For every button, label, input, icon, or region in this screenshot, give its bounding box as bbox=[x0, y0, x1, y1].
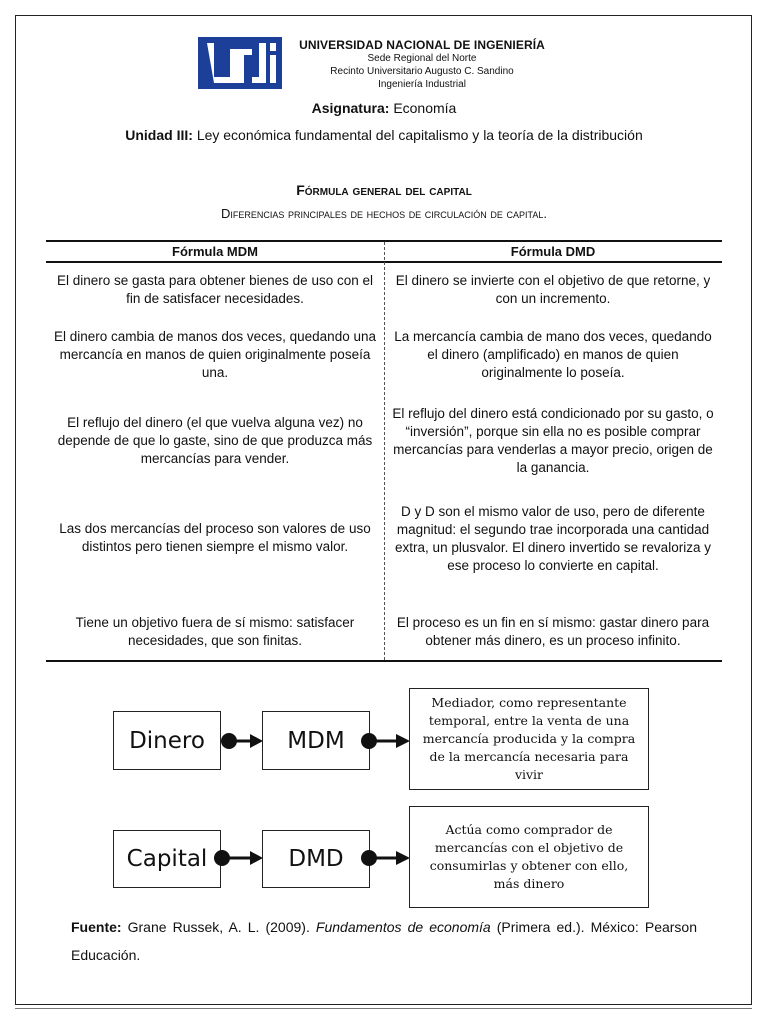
table-cell: El dinero se gasta para obtener bienes de uso con el fin de satisfacer necesidades. bbox=[57, 273, 373, 306]
title-initial: F bbox=[296, 182, 305, 198]
institution-header bbox=[284, 38, 560, 91]
column-header-dmd: Fórmula DMD bbox=[510, 244, 596, 259]
table-cell: Tiene un objetivo fuera de sí mismo: satisfacer necesidades, que son finitas. bbox=[75, 615, 355, 648]
table-cell: El reflujo del dinero está condicionado por su gasto, o “inversión”, porque sin ella no es posible comprar mercancías para venderlas a mayor precio, origen de la ganancia. bbox=[392, 406, 714, 475]
dinero-box: Dinero bbox=[113, 711, 221, 770]
table-cell: El proceso es un fin en sí mismo: gastar dinero para obtener más dinero, es un proceso infinito. bbox=[396, 615, 710, 648]
unit-label: Unidad III: bbox=[125, 127, 193, 143]
page-border-shadow bbox=[15, 1004, 752, 1009]
source-citation bbox=[71, 913, 697, 969]
table-cell: Las dos mercancías del proceso son valores de uso distintos pero tienen siempre el mismo valor. bbox=[59, 521, 371, 554]
section-subtitle: Diferencias principales de hechos de circulación de capital. bbox=[220, 206, 547, 221]
section-title bbox=[0, 182, 768, 198]
source-details: (Primera ed.). México: Pearson Educación. bbox=[71, 919, 698, 963]
subject-line bbox=[0, 100, 768, 116]
table-cell: La mercancía cambia de mano dos veces, quedando el dinero (amplificado) en manos de quien originalmente lo poseía. bbox=[394, 329, 712, 380]
column-divider bbox=[384, 242, 385, 660]
title-rest: órmula general del capital bbox=[304, 182, 472, 198]
table-cell: El reflujo del dinero (el que vuelva alguna vez) no depende de que lo gaste, sino de que produzca más mercancías para vender. bbox=[57, 415, 373, 466]
header-line: Ingeniería Industrial bbox=[378, 79, 466, 90]
column-header-mdm: Fórmula MDM bbox=[172, 244, 258, 259]
subject-label: Asignatura: bbox=[311, 100, 390, 116]
table-cell: D y D son el mismo valor de uso, pero de diferente magnitud: el segundo trae incorporada una cantidad extra, un plusvalor. El dinero invertido se revaloriza y ese proceso lo convierte en capital. bbox=[395, 504, 711, 573]
arrow-icon bbox=[360, 848, 412, 868]
source-authors: Grane Russek, A. L. (2009). bbox=[127, 919, 310, 935]
dmd-box: DMD bbox=[262, 830, 370, 888]
source-label: Fuente: bbox=[71, 919, 122, 935]
table-cell: El dinero cambia de manos dos veces, quedando una mercancía en manos de quien originalmente poseía una. bbox=[54, 329, 376, 380]
university-name: UNIVERSIDAD NACIONAL DE INGENIERÍA bbox=[299, 38, 545, 52]
arrow-icon bbox=[360, 731, 412, 751]
university-logo bbox=[198, 37, 282, 89]
subject-value: Economía bbox=[393, 100, 457, 116]
capital-box: Capital bbox=[113, 830, 221, 888]
table-bottom-rule bbox=[46, 660, 722, 662]
arrow-icon bbox=[220, 731, 264, 751]
source-book-title: Fundamentos de economía bbox=[315, 919, 491, 935]
unit-line bbox=[0, 127, 768, 143]
mdm-box: MDM bbox=[262, 711, 370, 770]
arrow-icon bbox=[212, 848, 264, 868]
table-cell: El dinero se invierte con el objetivo de que retorne, y con un incremento. bbox=[395, 273, 711, 306]
header-line: Sede Regional del Norte bbox=[367, 53, 477, 64]
dmd-note-box: Actúa como comprador de mercancías con el objetivo de consumirlas y obtener con ello, más dinero bbox=[409, 806, 649, 908]
header-line: Recinto Universitario Augusto C. Sandino bbox=[330, 66, 514, 77]
unit-value: Ley económica fundamental del capitalismo y la teoría de la distribución bbox=[196, 127, 643, 143]
mdm-note-box: Mediador, como representante temporal, entre la venta de una mercancía producida y la compra de la mercancía necesaria para vivir bbox=[409, 688, 649, 790]
